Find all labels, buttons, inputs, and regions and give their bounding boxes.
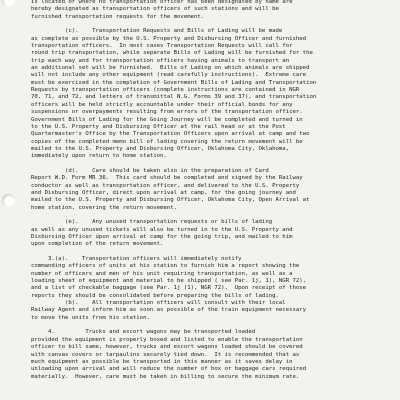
text-line: trip each way and for transportation officers having animals to transport an <box>31 57 290 64</box>
text-line: mailed to the U.S. Property and Disbursing Officer, Oklahoma City, Open Arrival at <box>31 197 310 204</box>
document-body <box>31 0 396 381</box>
text-line: 70, 71, and 72, and letters of transmittal N.G. Forms 39 and 37), and transportation <box>31 94 317 101</box>
text-line: Disbursing Officer upon arrival at camp for the going trip, and mailed to him <box>31 234 293 240</box>
text-line: and Disbursing Officer, direct upon arrival at camp, for the going journey and <box>31 189 296 196</box>
text-line: round trip transportation, while separate Bills of Lading will be furnished for the <box>31 50 313 57</box>
text-line: much equipment as possible be transported in this manner as it saves delay in <box>31 358 293 365</box>
paragraph-gap <box>31 249 396 256</box>
text-line: (e). Any unused transportation requests or bills of lading <box>31 219 273 226</box>
text-line: as complete as possible by the U.S. Property and Disbursing Officer and furnished <box>31 35 307 42</box>
text-line: materially. However, care must be taken in billing to secure the minimum rate. <box>31 373 300 380</box>
paragraph-gap <box>31 212 396 219</box>
paragraph-gap <box>31 161 396 168</box>
punch-hole-icon <box>2 194 15 207</box>
text-line: reports they should be consolidated before preparing the bills of lading. <box>31 292 279 299</box>
text-line: suspensions or overpayments resulting from errors of the transportation officer. <box>31 109 303 116</box>
paragraph-gap <box>31 322 396 329</box>
text-line: Government Bills of Lading for the Going Journey will be completed and turned in <box>31 116 303 123</box>
text-line: 3.(a). Transportation officers will immediately notify <box>31 256 242 263</box>
text-line: and a list of checkable baggage (see Par. 1j (1), NGR 72). Upon receipt of those <box>31 285 307 292</box>
text-line: upon completion of the return movement. <box>31 241 164 248</box>
text-line: immediately upon return to home station. <box>31 153 167 160</box>
text-line: (d). Care should be taken also in the preparation of Card <box>31 167 269 174</box>
text-line: with canvas covers or tarpaulins securely tied down. It is recommended that as <box>31 351 300 358</box>
text-line: Railway Agent and inform him as soon as possible of the train equipment necessary <box>31 307 307 314</box>
text-line: (c). Transportation Requests and Bills of Lading will be made <box>31 28 283 35</box>
binder-holes <box>0 0 20 400</box>
text-line: home station, covering the return movement. <box>31 204 178 211</box>
text-line: Report W.D. Form MR 36. This card should be completed and signed by the Railway <box>31 175 303 182</box>
text-line: number of officers and men of his unit requiring transportation, as well as a <box>31 270 293 277</box>
text-line: as well as any unused tickets will also be turned in to the U.S. Property and <box>31 226 293 233</box>
text-line: commanding officers of units at his station to furnish him a report showing the <box>31 263 300 270</box>
text-line: officer to bill same, however, trucks and escort wagons loaded should be covered <box>31 344 303 351</box>
text-line: transportation officers. In most cases Transportation Requests will call for <box>31 43 293 50</box>
text-line: Requests by transportation officers (complete instructions are contained in NGR <box>31 87 300 94</box>
text-line: mailed to the U.S. Property and Disbursing Officer, Oklahoma City, Oklahoma, <box>31 145 290 152</box>
text-line: 4. Trucks and escort wagons may be transported loaded <box>31 329 256 336</box>
text-line: will not include any other equipment (read carefully instructions). Extreme care <box>31 72 307 79</box>
text-line: conductor as well as transportation officer, and delivered to the U.S. Property <box>31 182 300 189</box>
punch-hole-icon <box>2 0 15 7</box>
text-line: copies of the completed memo bill of lading covering the return movement will be <box>31 138 303 145</box>
text-line: loading sheet of equipment and material to be shipped ( see Par. 1j, 1), NGR 72), <box>31 278 307 285</box>
text-line: to move the units from his station. <box>31 314 150 321</box>
text-line: provided the equipment is properly boxed and listed to enable the transportation <box>31 336 303 343</box>
text-line: is located or where no transportation officer has been designated by name are <box>31 0 293 5</box>
text-line: (b). All transportation officers will consult with their local <box>31 300 286 307</box>
paragraph-gap <box>31 21 396 28</box>
text-line: unloading upon arrival and will reduce the number of box or baggage cars required <box>31 366 307 373</box>
text-line: officers will be held strictly accountable under their official bonds for any <box>31 101 293 108</box>
text-line: must be exercised in the completion of Government Bills of Lading and Transportation <box>31 79 317 86</box>
text-line: Quartermaster's Office by the Transportation Officers upon arrival at camp and two <box>31 131 310 138</box>
text-line: furnished transportation requests for the movement. <box>31 13 205 20</box>
text-line: to the U.S. Property and Disbursing Officer at the rail head or at the Post <box>31 123 286 130</box>
text-line: hereby designated as transportation officers of such stations and will be <box>31 6 279 13</box>
text-line: an additional set will be furnished. Bills of Lading on which animals are shipped <box>31 65 310 72</box>
